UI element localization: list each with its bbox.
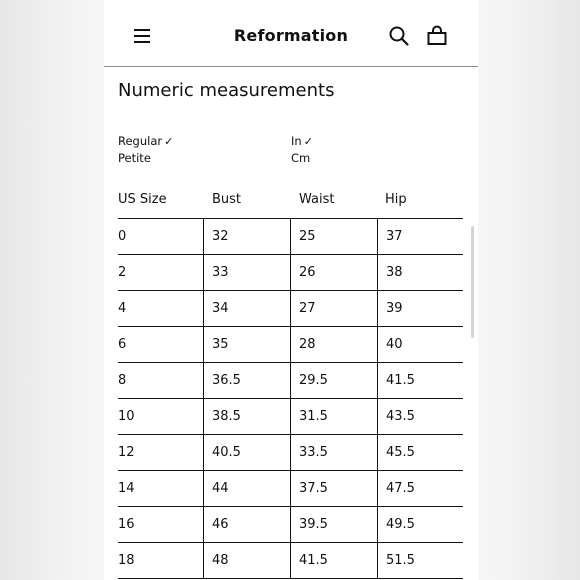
table-cell-bust: 34 [205, 291, 291, 326]
table-cell-bust: 35 [205, 327, 291, 362]
scrollbar-thumb[interactable] [471, 226, 474, 338]
table-cell-us-size: 10 [118, 399, 204, 434]
table-cell-waist: 25 [292, 219, 378, 254]
section-title: Numeric measurements [118, 80, 335, 101]
table-cell-hip: 43.5 [386, 409, 415, 424]
table-cell-hip: 51.5 [386, 553, 415, 568]
table-cell-waist: 31.5 [292, 399, 378, 434]
table-cell-bust: 33 [205, 255, 291, 290]
column-header-us-size: US Size [118, 192, 167, 207]
table-cell-bust: 38.5 [205, 399, 291, 434]
table-cell-hip: 38 [386, 265, 403, 280]
search-icon[interactable] [388, 25, 410, 47]
table-cell-us-size: 6 [118, 327, 204, 362]
table-cell-us-size: 14 [118, 471, 204, 506]
fit-option-petite[interactable] [118, 151, 151, 165]
column-header-hip: Hip [385, 192, 407, 207]
table-cell-waist: 28 [292, 327, 378, 362]
table-cell-us-size: 18 [118, 543, 204, 578]
table-cell-hip: 41.5 [386, 373, 415, 388]
table-cell-us-size: 16 [118, 507, 204, 542]
table-row [118, 471, 463, 507]
table-row [118, 543, 463, 579]
table-row [118, 435, 463, 471]
phone-screen [104, 0, 478, 580]
table-cell-bust: 48 [205, 543, 291, 578]
unit-option-cm[interactable] [291, 151, 310, 165]
unit-option-label: Cm [291, 151, 311, 165]
table-cell-waist: 29.5 [292, 363, 378, 398]
column-header-bust: Bust [212, 192, 242, 207]
table-row [118, 291, 463, 327]
table-cell-bust: 46 [205, 507, 291, 542]
table-cell-bust: 44 [205, 471, 291, 506]
fit-option-label: Petite [118, 151, 151, 165]
table-cell-us-size: 0 [118, 219, 204, 254]
table-cell-waist: 33.5 [292, 435, 378, 470]
table-cell-hip: 45.5 [386, 445, 415, 460]
table-row [118, 507, 463, 543]
site-header [104, 0, 478, 67]
table-cell-bust: 36.5 [205, 363, 291, 398]
table-row [118, 219, 463, 255]
table-cell-hip: 40 [386, 337, 403, 352]
table-row [118, 255, 463, 291]
table-cell-waist: 41.5 [292, 543, 378, 578]
table-cell-us-size: 12 [118, 435, 204, 470]
shopping-bag-icon[interactable] [426, 25, 448, 47]
table-cell-bust: 40.5 [205, 435, 291, 470]
table-cell-waist: 39.5 [292, 507, 378, 542]
table-cell-hip: 49.5 [386, 517, 415, 532]
fit-option-regular[interactable] [118, 134, 173, 148]
unit-option-in[interactable] [291, 134, 313, 148]
table-row [118, 399, 463, 435]
checkmark-icon: ✓ [303, 135, 313, 148]
table-cell-us-size: 8 [118, 363, 204, 398]
size-table-body [118, 219, 463, 579]
checkmark-icon: ✓ [164, 135, 174, 148]
table-row [118, 363, 463, 399]
size-table-header [118, 192, 463, 219]
table-cell-bust: 32 [205, 219, 291, 254]
table-cell-hip: 37 [386, 229, 403, 244]
table-cell-waist: 27 [292, 291, 378, 326]
table-cell-waist: 37.5 [292, 471, 378, 506]
table-cell-hip: 39 [386, 301, 403, 316]
fit-option-label: Regular [118, 134, 163, 148]
unit-option-label: In [291, 134, 302, 148]
column-header-waist: Waist [299, 192, 335, 207]
table-cell-us-size: 2 [118, 255, 204, 290]
table-cell-hip: 47.5 [386, 481, 415, 496]
table-cell-waist: 26 [292, 255, 378, 290]
table-cell-us-size: 4 [118, 291, 204, 326]
brand-logo[interactable]: Reformation [233, 26, 349, 45]
table-row [118, 327, 463, 363]
